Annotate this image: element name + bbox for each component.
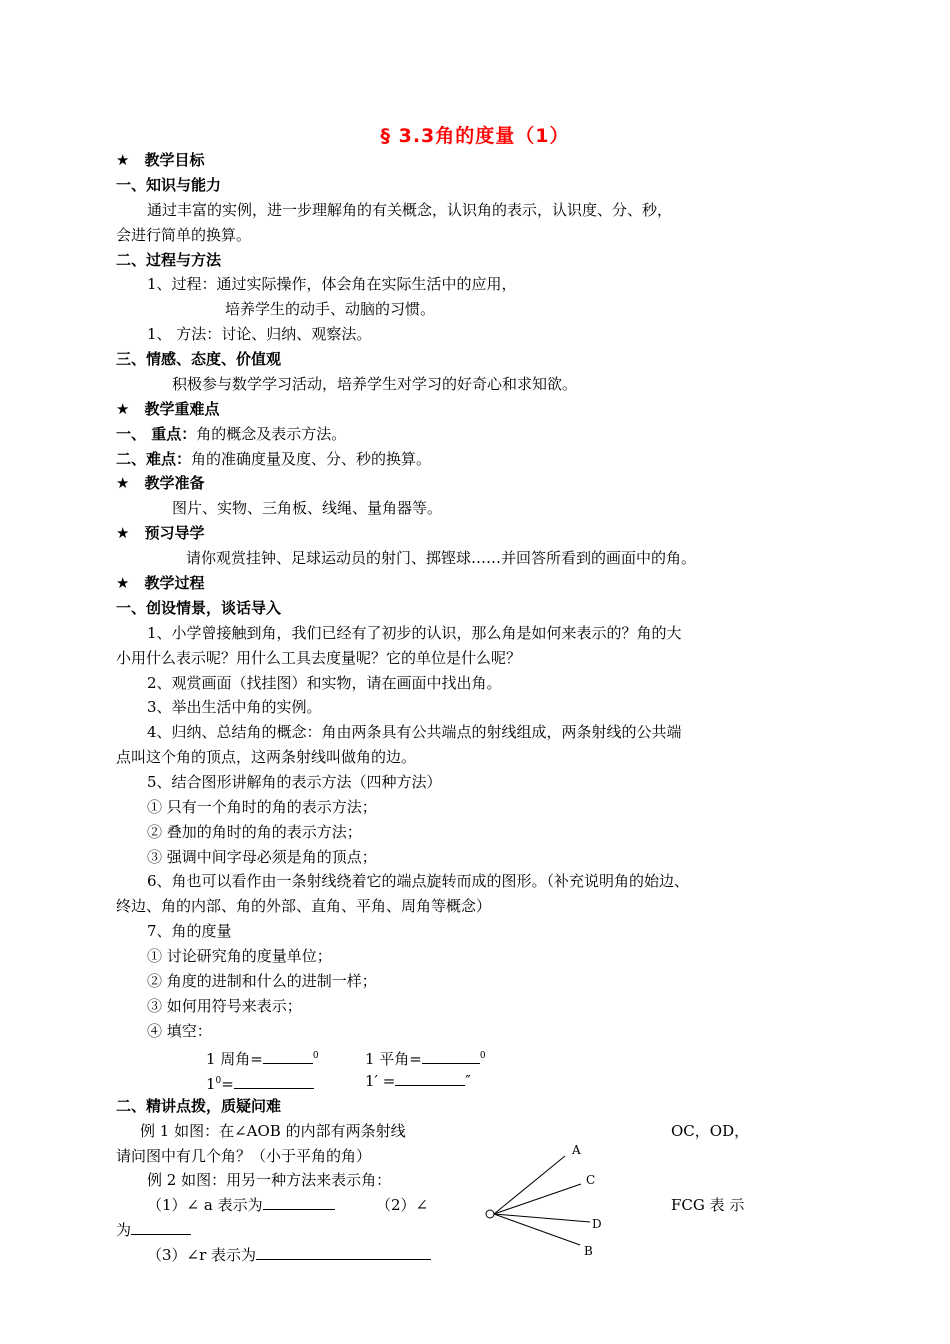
example-2-item-1: （1）∠ a 表示为 [147, 1195, 335, 1215]
text-line: ③ 如何用符号来表示； [147, 997, 302, 1015]
text-line: 1、过程：通过实际操作，体会角在实际生活中的应用， [147, 275, 517, 293]
text-line: 6、角也可以看作由一条射线绕着它的端点旋转而成的图形。（补充说明角的始边、 [147, 872, 690, 890]
key-point-line [116, 424, 346, 444]
preparation-heading: ★ 教学准备 [116, 474, 205, 492]
fill-full-angle: 1 周角= $^0$ [206, 1050, 319, 1068]
explanation-heading: 二、精讲点拨，质疑问难 [116, 1097, 282, 1115]
ray-oc [494, 1184, 581, 1214]
page-title: § 3.3角的度量（1） [380, 125, 570, 147]
example-1-line: 例 1 如图：在∠AOB 的内部有两条射线 [140, 1122, 406, 1140]
answer-blank[interactable] [395, 1071, 465, 1086]
text-line: 4、归纳、总结角的概念：角由两条具有公共端点的射线组成，两条射线的公共端 [147, 723, 682, 741]
text-line: 小用什么表示呢？用什么工具去度量呢？它的单位是什么呢？ [116, 649, 522, 667]
text-line: 通过丰富的实例，进一步理解角的有关概念，认识角的表示，认识度、分、秒， [147, 201, 673, 219]
answer-blank[interactable] [131, 1220, 191, 1235]
text-line: ② 叠加的角时的角的表示方法； [147, 823, 362, 841]
text-line: 终边、角的内部、角的外部、直角、平角、周角等概念） [116, 897, 492, 915]
text-line: 积极参与数学学习活动，培养学生对学习的好奇心和求知欲。 [172, 375, 578, 393]
ray-od [494, 1214, 590, 1222]
text-line: ② 角度的进制和什么的进制一样； [147, 972, 377, 990]
key-point-label: 一、 重点： [116, 425, 197, 443]
angle-figure [478, 1138, 618, 1268]
example-2-item-2-tail: FCG 表 示 [671, 1196, 745, 1214]
text-line: 1、 方法：讨论、归纳、观察法。 [147, 325, 372, 343]
answer-blank[interactable] [234, 1074, 314, 1089]
text-line: ① 只有一个角时的角的表示方法； [147, 798, 377, 816]
text-line: 图片、实物、三角板、线绳、量角器等。 [172, 499, 443, 517]
process-heading: 二、过程与方法 [116, 251, 222, 269]
teaching-process-heading: ★ 教学过程 [116, 574, 205, 592]
ray-ob [494, 1214, 580, 1245]
text-line: ④ 填空： [147, 1022, 212, 1040]
label-b: B [584, 1244, 593, 1258]
example-2-line: 例 2 如图：用另一种方法来表示角： [147, 1171, 392, 1189]
knowledge-heading: 一、知识与能力 [116, 176, 222, 194]
example-1-rays: OC，OD， [671, 1122, 750, 1140]
fill-straight-angle: 1 平角= $^0$ [365, 1050, 486, 1068]
label-a: A [572, 1143, 581, 1157]
preview-heading: ★ 预习导学 [116, 524, 205, 542]
answer-blank[interactable] [256, 1245, 431, 1260]
example-2-item-2-cont: 为 [116, 1220, 191, 1240]
key-points-heading: ★ 教学重难点 [116, 400, 220, 418]
fill-degree: $1^0=$ [206, 1071, 314, 1094]
text-line: 点叫这个角的顶点，这两条射线叫做角的边。 [116, 748, 417, 766]
example-2-item-2: （2）∠ [376, 1196, 429, 1214]
text-line: 2、观赏画面（找挂图）和实物，请在画面中找出角。 [147, 674, 502, 692]
text-line: 7、角的度量 [147, 922, 232, 940]
goals-heading: ★ 教学目标 [116, 151, 205, 169]
label-d: D [592, 1217, 602, 1231]
ray-oa [494, 1156, 565, 1214]
example-2-item-3: （3）∠r 表示为 [147, 1245, 431, 1265]
text-line: ① 讨论研究角的度量单位； [147, 947, 332, 965]
answer-blank[interactable] [263, 1049, 313, 1064]
text-line: 1、小学曾接触到角，我们已经有了初步的认识，那么角是如何来表示的？角的大 [147, 624, 682, 642]
example-1-question: 请问图中有几个角？（小于平角的角） [116, 1147, 372, 1165]
text-line: 会进行简单的换算。 [116, 226, 252, 244]
text-line: 5、结合图形讲解角的表示方法（四种方法） [147, 773, 442, 791]
text-line: ③ 强调中间字母必须是角的顶点； [147, 848, 377, 866]
text-line: 培养学生的动手、动脑的习惯。 [225, 300, 436, 318]
fill-minute: 1′ = ″ [365, 1072, 471, 1090]
answer-blank[interactable] [422, 1049, 480, 1064]
difficulty-text: 角的准确度量及度、分、秒的换算。 [191, 450, 432, 468]
emotion-heading: 三、情感、态度、价值观 [116, 350, 282, 368]
text-line: 请你观赏挂钟、足球运动员的射门、掷铿球……并回答所看到的画面中的角。 [186, 549, 697, 567]
intro-heading: 一、创设情景，谈话导入 [116, 599, 282, 617]
key-point-text: 角的概念及表示方法。 [196, 425, 347, 443]
text-line: 3、举出生活中角的实例。 [147, 698, 322, 716]
label-c: C [586, 1173, 596, 1187]
difficulty-label: 二、难点： [116, 450, 192, 468]
answer-blank[interactable] [263, 1195, 335, 1210]
difficulty-line [116, 449, 431, 469]
